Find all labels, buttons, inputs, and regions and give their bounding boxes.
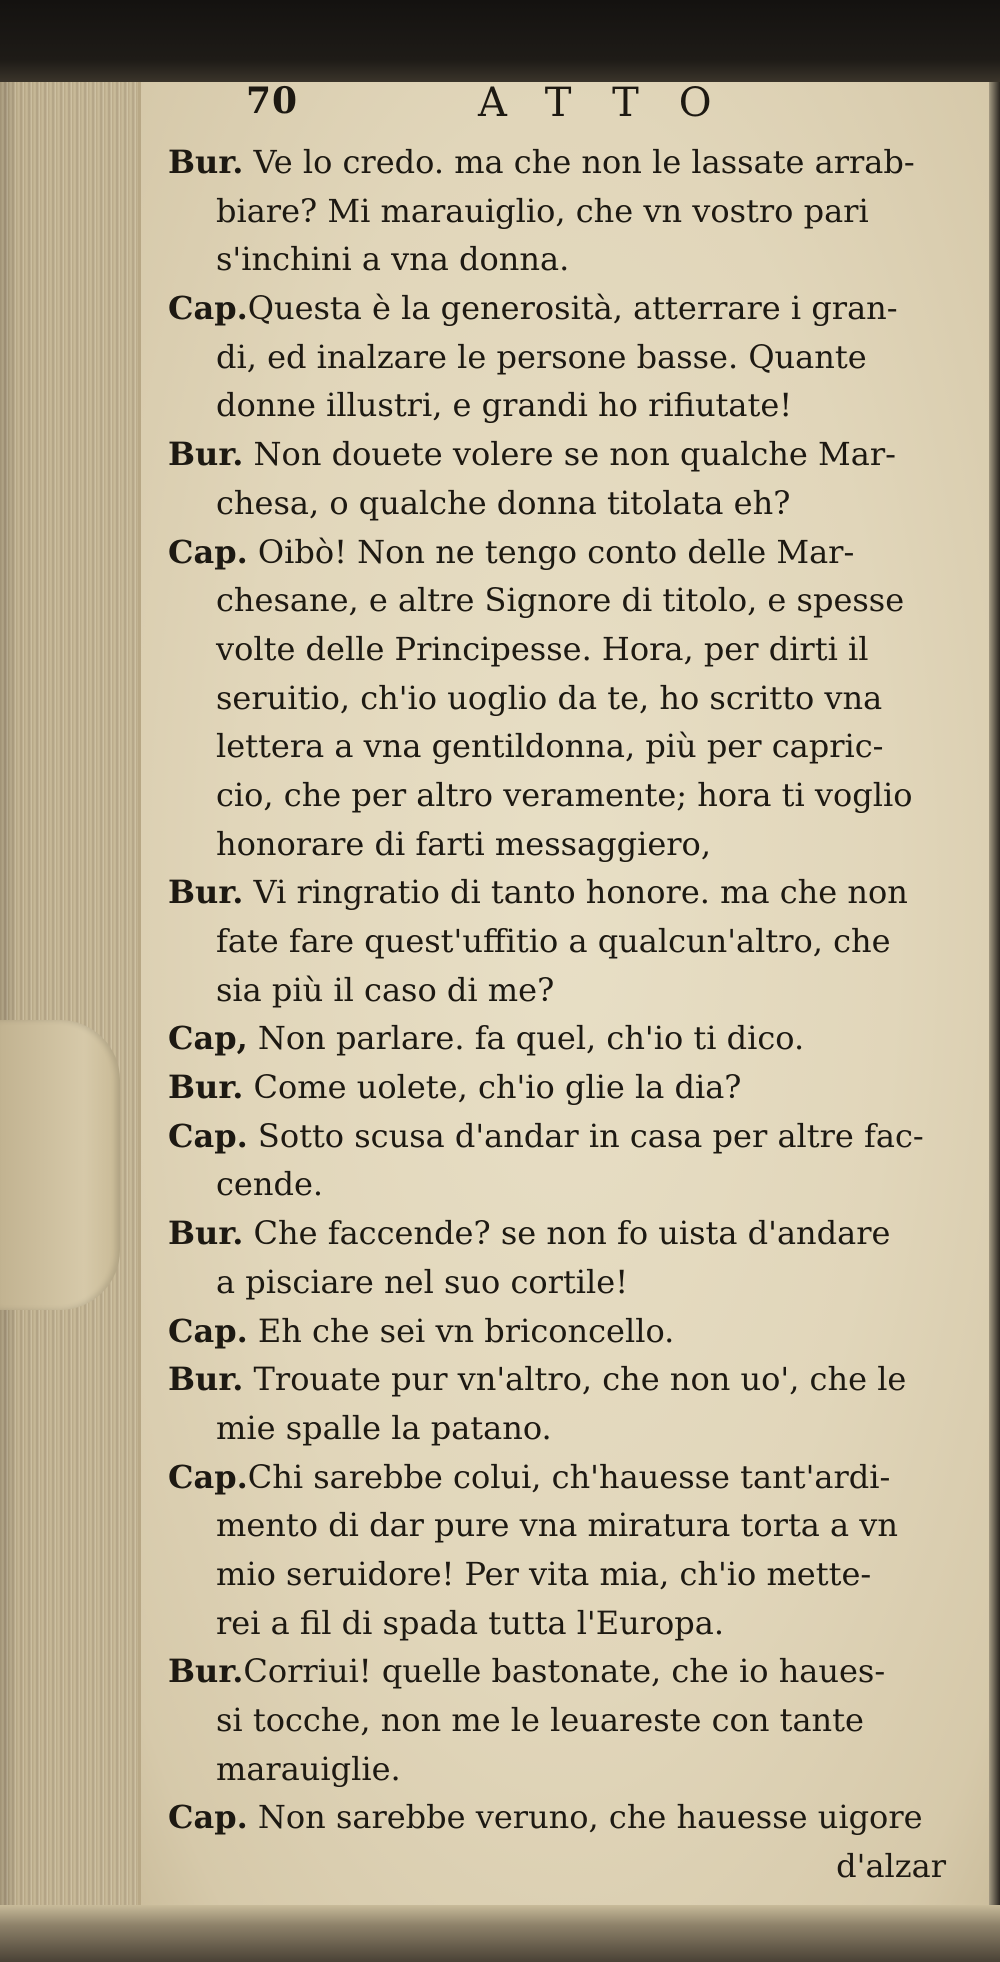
speaker-label: Cap.	[168, 289, 248, 328]
speaker-label: Bur.	[168, 1360, 244, 1399]
speaker-label: Cap,	[168, 1019, 248, 1058]
line-text: chesane, e altre Signore di titolo, e spesse	[216, 581, 905, 620]
line-text: mio seruidore! Per vita mia, ch'io mette-	[216, 1554, 872, 1593]
dialogue-line	[160, 820, 970, 869]
line-text: rei a fil di spada tutta l'Europa.	[216, 1603, 724, 1642]
line-text: Come uolete, ch'io glie la dia?	[243, 1068, 742, 1107]
line-text: d'alzar	[836, 1847, 946, 1886]
dialogue-line	[160, 1404, 970, 1453]
speaker-label: Bur.	[168, 143, 244, 181]
dialogue-line	[160, 1014, 970, 1063]
page-number: 70	[246, 80, 299, 122]
line-text: Non parlare. fa quel, ch'io ti dico.	[247, 1019, 805, 1058]
dialogue-line	[160, 1647, 970, 1696]
dialogue-line	[160, 1112, 970, 1161]
line-text: lettera a vna gentildonna, più per capric-	[216, 727, 884, 766]
line-text: Che faccende? se non fo uista d'andare	[243, 1214, 891, 1253]
line-text: si tocche, non me le leuareste con tante	[216, 1701, 864, 1739]
dialogue-line	[160, 381, 970, 430]
line-text: Non sarebbe veruno, che hauesse uigore	[247, 1798, 923, 1837]
line-text: Chi sarebbe colui, ch'hauesse tant'ardi-	[247, 1457, 891, 1496]
line-text: honorare di farti messaggiero,	[216, 824, 711, 863]
speaker-label: Bur.	[168, 1652, 244, 1691]
dialogue-line	[160, 1793, 970, 1842]
line-text: Trouate pur vn'altro, che non uo', che le	[243, 1360, 907, 1399]
scan-bottom-shadow	[0, 1905, 1000, 1962]
dialogue-line	[160, 1550, 970, 1599]
dialogue-line	[160, 1599, 970, 1648]
dialogue-line	[160, 1063, 970, 1112]
page-edges	[0, 70, 152, 1940]
dialogue-line	[160, 479, 970, 528]
line-text: mie spalle la patano.	[216, 1408, 552, 1447]
line-text: volte delle Principesse. Hora, per dirti il	[216, 629, 869, 668]
line-text: Ve lo credo. ma che non le lassate arrab-	[243, 143, 915, 181]
speaker-label: Cap.	[168, 1457, 248, 1496]
speaker-label: Bur.	[168, 435, 244, 474]
speaker-label: Bur.	[168, 873, 244, 912]
line-text: fate fare quest'uffitio a qualcun'altro, che	[216, 922, 891, 960]
line-text: Non douete volere se non qualche Mar-	[243, 435, 896, 474]
dialogue-line	[160, 674, 970, 723]
scan-top-shadow	[0, 0, 1000, 82]
dialogue-lines	[160, 138, 970, 1891]
line-text: Vi ringratio di tanto honore. ma che non	[243, 873, 908, 912]
line-text: Questa è la generosità, atterrare i gran-	[247, 289, 898, 328]
line-text: Oibò! Non ne tengo conto delle Mar-	[247, 532, 855, 571]
dialogue-line	[160, 1696, 970, 1745]
dialogue-line	[160, 868, 970, 917]
line-text: a pisciare nel suo cortile!	[216, 1262, 629, 1301]
dialogue-line	[160, 284, 970, 333]
line-text: marauiglie.	[216, 1749, 401, 1788]
line-text: sia più il caso di me?	[216, 970, 555, 1009]
speaker-label: Cap.	[168, 532, 248, 571]
speaker-label: Cap.	[168, 1798, 248, 1837]
page-header	[160, 80, 970, 138]
speaker-label: Cap.	[168, 1116, 248, 1155]
line-text: Corriui! quelle bastonate, che io haues-	[243, 1652, 886, 1691]
line-text: Eh che sei vn briconcello.	[247, 1311, 675, 1350]
dialogue-line	[160, 430, 970, 479]
dialogue-line	[160, 1307, 970, 1356]
speaker-label: Cap.	[168, 1311, 248, 1350]
dialogue-line	[160, 187, 970, 236]
dialogue-line	[160, 771, 970, 820]
dialogue-line	[160, 1745, 970, 1794]
dialogue-line	[160, 1501, 970, 1550]
dialogue-line	[160, 1355, 970, 1404]
running-title: ATTO	[478, 80, 752, 126]
line-text: mento di dar pure vna miratura torta a vn	[216, 1506, 898, 1545]
speaker-label: Bur.	[168, 1214, 244, 1253]
dialogue-line	[160, 1209, 970, 1258]
dialogue-line	[160, 1453, 970, 1502]
line-text: biare? Mi marauiglio, che vn vostro pari	[216, 191, 869, 230]
line-text: donne illustri, e grandi ho rifiutate!	[216, 386, 793, 425]
line-text: Sotto scusa d'andar in casa per altre fac-	[247, 1116, 924, 1155]
catchword	[160, 1842, 970, 1891]
page-text	[160, 80, 970, 1891]
line-text: s'inchini a vna donna.	[216, 240, 570, 279]
dialogue-line	[160, 235, 970, 284]
line-text: di, ed inalzare le persone basse. Quante	[216, 337, 867, 376]
dialogue-line	[160, 576, 970, 625]
dialogue-line	[160, 1160, 970, 1209]
line-text: chesa, o qualche donna titolata eh?	[216, 483, 791, 522]
line-text: cio, che per altro veramente; hora ti voglio	[216, 775, 913, 814]
dialogue-line	[160, 333, 970, 382]
dialogue-line	[160, 528, 970, 577]
line-text: seruitio, ch'io uoglio da te, ho scritto vna	[216, 678, 883, 717]
dialogue-line	[160, 917, 970, 966]
speaker-label: Bur.	[168, 1068, 244, 1107]
dialogue-line	[160, 1258, 970, 1307]
line-text: cende.	[216, 1165, 324, 1204]
dialogue-line	[160, 625, 970, 674]
page-fold	[0, 1020, 120, 1310]
dialogue-line	[160, 138, 970, 187]
dialogue-line	[160, 722, 970, 771]
dialogue-line	[160, 966, 970, 1015]
